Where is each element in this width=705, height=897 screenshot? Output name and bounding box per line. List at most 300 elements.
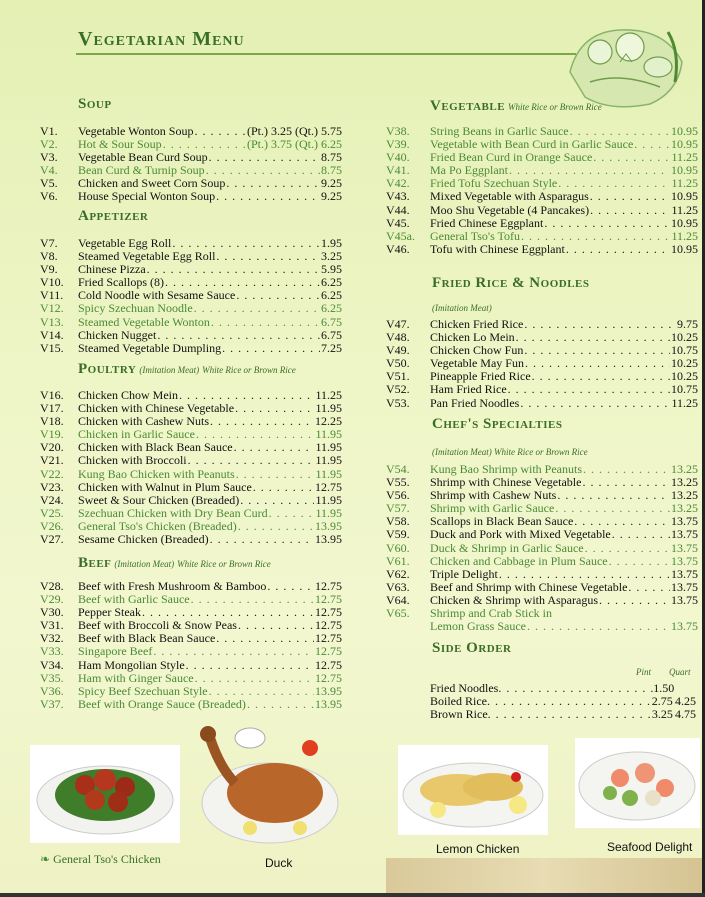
leader-dots xyxy=(590,190,670,203)
vegetable-list xyxy=(386,125,698,256)
item-name: Chicken with Walnut in Plum Sauce xyxy=(78,479,252,494)
leader-dots xyxy=(216,250,320,263)
leader-dots xyxy=(157,329,320,342)
leader-dots xyxy=(194,125,246,138)
item-code: V37. xyxy=(40,696,64,711)
leader-dots xyxy=(240,494,314,507)
side-order-row: Boiled Rice . . . 2.75 4.25 xyxy=(430,695,696,708)
item-name: Vegetable Egg Roll xyxy=(78,236,172,250)
item-name: Vegetable Bean Curd Soup xyxy=(78,150,208,165)
item-name: Ma Po Eggplant xyxy=(430,163,508,178)
menu-item-poultry xyxy=(40,507,342,520)
item-name: Shrimp with Cashew Nuts xyxy=(430,488,557,503)
item-code: V64. xyxy=(386,592,410,607)
menu-item-vegetable xyxy=(386,230,698,243)
item-code: V30. xyxy=(40,605,64,620)
item-name: Chinese Pizza xyxy=(78,262,146,277)
item-name: Hot & Sour Soup xyxy=(78,137,162,152)
item-code: V12. xyxy=(40,301,64,316)
item-name: Shrimp with Garlic Sauce xyxy=(430,501,555,516)
leader-dots xyxy=(583,463,670,476)
item-code: V7. xyxy=(40,236,58,250)
item-price: 12.75 xyxy=(315,670,342,685)
item-price: 10.95 xyxy=(671,189,698,204)
item-code: V18. xyxy=(40,414,64,429)
item-code: V46. xyxy=(386,241,410,256)
item-price: 11.95 xyxy=(315,440,342,455)
menu-item-poultry xyxy=(40,454,342,467)
item-name: Singapore Beef xyxy=(78,644,153,659)
item-name: Chicken & Shrimp with Asparagus xyxy=(430,592,598,607)
item-price: 10.25 xyxy=(671,369,698,384)
item-code: V34. xyxy=(40,657,64,672)
item-name: Ham with Ginger Sauce xyxy=(78,670,194,685)
item-price: 12.75 xyxy=(315,657,342,672)
beef-imitation-note: (Imitation Meat) xyxy=(114,559,175,569)
item-price: 7.25 xyxy=(321,340,342,355)
item-price: 1.95 xyxy=(321,236,342,250)
leader-dots xyxy=(226,177,320,190)
item-code: V13. xyxy=(40,314,64,329)
leader-dots xyxy=(521,230,670,243)
item-price: 8.75 xyxy=(321,150,342,165)
item-name: House Special Wonton Soup xyxy=(78,189,216,204)
item-price: 11.25 xyxy=(671,150,698,165)
menu-item-chef xyxy=(386,528,698,541)
item-name: Beef and Shrimp with Chinese Vegetable xyxy=(430,579,628,594)
menu-item-chef xyxy=(386,555,698,568)
menu-item-chef xyxy=(386,620,698,633)
duck-caption: Duck xyxy=(265,856,293,870)
item-code: V44. xyxy=(386,202,410,217)
seafood-delight-photo xyxy=(575,738,700,828)
item-code: V21. xyxy=(40,453,64,468)
item-price: 11.95 xyxy=(315,453,342,468)
leader-dots xyxy=(267,580,314,593)
general-tso-caption: ❧ General Tso's Chicken xyxy=(40,852,161,866)
leader-dots xyxy=(195,672,314,685)
bottom-texture-strip xyxy=(386,858,702,893)
leader-dots xyxy=(509,164,670,177)
item-name: Chicken and Sweet Corn Soup xyxy=(78,176,226,191)
item-name: Bean Curd & Turnip Soup xyxy=(78,163,205,178)
item-name: Vegetable with Bean Curd in Garlic Sauce xyxy=(430,137,634,152)
item-price: 9.75 xyxy=(677,317,698,331)
item-price: 13.75 xyxy=(671,553,698,568)
menu-item-appetizer xyxy=(40,342,342,355)
item-code: V45. xyxy=(386,215,410,230)
item-price: 8.75 xyxy=(321,163,342,178)
item-price: 11.95 xyxy=(315,401,342,416)
leader-dots xyxy=(524,318,676,331)
item-price: 6.25 xyxy=(321,275,342,290)
leader-dots xyxy=(574,515,670,528)
leader-dots xyxy=(142,606,314,619)
item-name: Duck & Shrimp in Garlic Sauce xyxy=(430,540,584,555)
item-code: V51. xyxy=(386,369,410,384)
item-price: 12.75 xyxy=(315,579,342,593)
item-price: 10.75 xyxy=(671,382,698,397)
menu-item-vegetable xyxy=(386,243,698,256)
item-code: V36. xyxy=(40,683,64,698)
item-name: General Tso's Tofu xyxy=(430,228,521,243)
leader-dots xyxy=(269,507,315,520)
item-code: V58. xyxy=(386,514,410,529)
item-name: Vegetable May Fun xyxy=(430,356,524,371)
item-code: V10. xyxy=(40,275,64,290)
item-code: V57. xyxy=(386,501,410,516)
item-code: V17. xyxy=(40,401,64,416)
item-name: Chicken and Cabbage in Plum Sauce xyxy=(430,553,608,568)
item-name: Chicken with Chinese Vegetable xyxy=(78,401,235,416)
item-name: Fried Chinese Eggplant xyxy=(430,215,544,230)
leader-dots xyxy=(222,342,320,355)
item-price: 11.25 xyxy=(671,395,698,410)
item-price: 10.75 xyxy=(671,343,698,358)
item-code: V20. xyxy=(40,440,64,455)
side-order-row: Brown Rice . . . 3.25 4.75 xyxy=(430,708,696,721)
item-price: 12.75 xyxy=(315,644,342,659)
item-code: V8. xyxy=(40,249,58,264)
leader-dots xyxy=(555,502,670,515)
item-name: String Beans in Garlic Sauce xyxy=(430,124,569,138)
item-price: 10.95 xyxy=(671,137,698,152)
leader-dots xyxy=(525,357,670,370)
leader-dots xyxy=(570,125,670,138)
leader-dots xyxy=(210,415,314,428)
leader-dots xyxy=(216,632,314,645)
fried-rice-list xyxy=(386,318,698,410)
item-code: V2. xyxy=(40,137,58,152)
leader-dots xyxy=(236,289,320,302)
beef-rice-note: White Rice or Brown Rice xyxy=(177,559,271,569)
lemon-chicken-photo xyxy=(398,745,548,835)
chef-heading: Chef's Specialties xyxy=(432,416,563,432)
general-tso-chicken-photo xyxy=(30,745,180,843)
item-price: 10.95 xyxy=(671,215,698,230)
item-name: Steamed Vegetable Egg Roll xyxy=(78,249,216,264)
item-code: V63. xyxy=(386,579,410,594)
title-underline xyxy=(76,53,576,55)
item-code: V26. xyxy=(40,518,64,533)
item-price: 13.75 xyxy=(671,579,698,594)
item-code: V16. xyxy=(40,388,64,402)
leader-dots xyxy=(210,533,314,546)
item-price: 12.75 xyxy=(315,618,342,633)
menu-item-fried_rice xyxy=(386,383,698,396)
poultry-imitation-note: (Imitation Meat) xyxy=(139,365,200,375)
item-name: Beef with Fresh Mushroom & Bamboo xyxy=(78,579,267,593)
menu-item-vegetable xyxy=(386,204,698,217)
leader-dots xyxy=(253,481,314,494)
item-price: 11.25 xyxy=(671,176,698,191)
leader-dots xyxy=(628,581,670,594)
item-price: 6.25 xyxy=(321,301,342,316)
item-name: Beef with Orange Sauce (Breaded) xyxy=(78,696,246,711)
leader-dots xyxy=(186,659,314,672)
item-name: Vegetable Wonton Soup xyxy=(78,124,194,138)
leader-dots xyxy=(508,383,670,396)
item-code: V4. xyxy=(40,163,58,178)
item-price: 13.75 xyxy=(671,527,698,542)
menu-item-chef xyxy=(386,568,698,581)
item-code: V47. xyxy=(386,317,410,331)
soup-list xyxy=(40,125,342,204)
item-name: Sweet & Sour Chicken (Breaded) xyxy=(78,492,240,507)
item-name: Chicken Nugget xyxy=(78,327,157,342)
menu-item-appetizer xyxy=(40,302,342,315)
side-order-heading: Side Order xyxy=(432,640,512,656)
page-bottom-edge xyxy=(0,893,705,897)
item-name: Chicken Lo Mein xyxy=(430,330,515,345)
side-order-row: Fried Noodles . . . 1.50 xyxy=(430,682,696,695)
leader-dots xyxy=(172,237,320,250)
menu-item-beef xyxy=(40,659,342,672)
item-name: Chicken Chow Fun xyxy=(430,343,524,358)
menu-item-poultry xyxy=(40,533,342,546)
item-name: Shrimp with Chinese Vegetable xyxy=(430,475,582,490)
item-code: V28. xyxy=(40,579,64,593)
leader-dots xyxy=(516,331,670,344)
item-price: 13.25 xyxy=(671,475,698,490)
quart-label: Quart xyxy=(669,667,691,677)
item-code: V54. xyxy=(386,462,410,476)
menu-item-beef xyxy=(40,645,342,658)
leader-dots xyxy=(236,468,315,481)
soup-heading: Soup xyxy=(78,96,112,112)
item-price: 10.25 xyxy=(671,330,698,345)
item-price: 6.75 xyxy=(321,327,342,342)
item-name: Steamed Vegetable Wonton xyxy=(78,314,210,329)
item-price: 11.95 xyxy=(315,505,342,520)
item-code: V3. xyxy=(40,150,58,165)
fried-rice-note: (Imitation Meat) xyxy=(432,303,492,313)
item-price: 10.95 xyxy=(671,241,698,256)
item-price: 5.95 xyxy=(321,262,342,277)
leader-dots xyxy=(566,243,670,256)
leader-dots xyxy=(188,454,315,467)
chef-list xyxy=(386,463,698,633)
item-code: V14. xyxy=(40,327,64,342)
leader-dots xyxy=(216,190,320,203)
seafood-delight-caption: Seafood Delight xyxy=(607,840,693,854)
menu-item-poultry xyxy=(40,468,342,481)
item-price: 10.95 xyxy=(671,163,698,178)
menu-item-poultry xyxy=(40,481,342,494)
item-code: V48. xyxy=(386,330,410,345)
item-code: V19. xyxy=(40,427,64,442)
item-name: Scallops in Black Bean Sauce xyxy=(430,514,574,529)
item-code: V43. xyxy=(386,189,410,204)
item-code: V49. xyxy=(386,343,410,358)
item-price: 12.75 xyxy=(315,592,342,607)
item-price: 13.95 xyxy=(315,518,342,533)
item-price: 13.75 xyxy=(671,514,698,529)
item-price: 3.25 xyxy=(321,249,342,264)
item-name: Pepper Steak xyxy=(78,605,141,620)
item-code: V33. xyxy=(40,644,64,659)
item-code: V23. xyxy=(40,479,64,494)
item-code: V31. xyxy=(40,618,64,633)
duck-photo xyxy=(190,718,340,853)
item-code: V38. xyxy=(386,124,410,138)
item-name: Szechuan Chicken with Dry Bean Curd xyxy=(78,505,268,520)
item-code: V60. xyxy=(386,540,410,555)
item-price: 12.75 xyxy=(315,605,342,620)
item-price: 13.25 xyxy=(671,462,698,476)
side-order-size-labels xyxy=(636,667,705,677)
leader-dots xyxy=(196,428,314,441)
item-code: V11. xyxy=(40,288,64,303)
item-code: V25. xyxy=(40,505,64,520)
item-name: Tofu with Chinese Eggplant xyxy=(430,241,565,256)
item-code: V65. xyxy=(386,606,410,621)
page-title: Vegetarian Menu xyxy=(78,28,245,50)
item-code: V53. xyxy=(386,395,410,410)
item-code: V40. xyxy=(386,150,410,165)
item-name: Pan Fried Noodles xyxy=(430,395,520,410)
menu-item-fried_rice xyxy=(386,397,698,410)
item-price: 9.25 xyxy=(321,176,342,191)
item-name: Fried Bean Curd in Orange Sauce xyxy=(430,150,593,165)
item-code: V22. xyxy=(40,466,64,481)
item-code: V5. xyxy=(40,176,58,191)
leader-dots xyxy=(609,555,670,568)
item-name: Moo Shu Vegetable (4 Pancakes) xyxy=(430,202,590,217)
leader-dots xyxy=(209,685,314,698)
leader-dots xyxy=(153,645,314,658)
menu-item-beef xyxy=(40,698,342,711)
beef-list xyxy=(40,580,342,711)
leader-dots xyxy=(191,593,314,606)
item-name: Chicken Chow Mein xyxy=(78,388,178,402)
item-name: Kung Bao Shrimp with Peanuts xyxy=(430,462,582,476)
item-name: Chicken Fried Rice xyxy=(430,317,524,331)
leader-dots xyxy=(582,476,670,489)
item-code: V42. xyxy=(386,176,410,191)
appetizer-list xyxy=(40,237,342,355)
item-price: 13.95 xyxy=(315,696,342,711)
poultry-heading: Poultry (Imitation Meat) White Rice or Brown Rice xyxy=(78,361,296,377)
leader-dots xyxy=(165,276,320,289)
item-price: 11.95 xyxy=(315,427,342,442)
item-name: Spicy Szechuan Noodle xyxy=(78,301,193,316)
menu-item-poultry xyxy=(40,494,342,507)
item-code: V62. xyxy=(386,566,410,581)
leader-dots xyxy=(238,520,314,533)
item-name: Ham Fried Rice xyxy=(430,382,507,397)
item-price: 12.75 xyxy=(315,631,342,646)
menu-item-vegetable xyxy=(386,217,698,230)
leader-dots xyxy=(209,151,320,164)
item-price: 13.25 xyxy=(671,488,698,503)
item-price: (Pt.) 3.75 (Qt.) 6.25 xyxy=(247,137,342,152)
item-price: 12.25 xyxy=(315,414,342,429)
menu-title-block xyxy=(78,28,245,51)
item-name: Steamed Vegetable Dumpling xyxy=(78,340,222,355)
leader-dots xyxy=(206,164,320,177)
appetizer-heading: Appetizer xyxy=(78,208,149,224)
item-name: General Tso's Chicken (Breaded) xyxy=(78,518,237,533)
leader-dots xyxy=(235,402,314,415)
item-code: V9. xyxy=(40,262,58,277)
item-code: V32. xyxy=(40,631,64,646)
item-code: V6. xyxy=(40,189,58,204)
item-name: Lemon Grass Sauce xyxy=(430,619,526,634)
leader-dots xyxy=(247,698,314,711)
item-code: V61. xyxy=(386,553,410,568)
item-name: Ham Mongolian Style xyxy=(78,657,185,672)
item-price: 11.25 xyxy=(671,202,698,217)
menu-item-soup xyxy=(40,190,342,203)
item-price: 6.25 xyxy=(321,288,342,303)
item-name: Chicken in Garlic Sauce xyxy=(78,427,195,442)
menu-item-chef xyxy=(386,581,698,594)
item-name: Mixed Vegetable with Asparagus xyxy=(430,189,589,204)
menu-item-appetizer xyxy=(40,316,342,329)
item-code: V39. xyxy=(386,137,410,152)
item-code: V56. xyxy=(386,488,410,503)
item-code: V35. xyxy=(40,670,64,685)
leader-dots xyxy=(520,397,670,410)
item-code: V15. xyxy=(40,340,64,355)
lemon-chicken-caption: Lemon Chicken xyxy=(436,842,520,856)
item-name: Fried Scallops (8) xyxy=(78,275,164,290)
item-price: 13.25 xyxy=(671,501,698,516)
leader-dots xyxy=(558,177,670,190)
item-name: Cold Noodle with Sesame Sauce xyxy=(78,288,236,303)
poultry-list xyxy=(40,389,342,546)
item-price: 12.75 xyxy=(315,479,342,494)
item-price: 13.75 xyxy=(671,592,698,607)
item-name: Sesame Chicken (Breaded) xyxy=(78,532,209,547)
item-code: V27. xyxy=(40,532,64,547)
fried-rice-heading: Fried Rice & Noodles xyxy=(432,275,590,291)
pint-label: Pint xyxy=(636,667,651,677)
leader-dots xyxy=(163,138,246,151)
item-code: V1. xyxy=(40,124,58,138)
leader-dots xyxy=(234,441,315,454)
item-price: 13.75 xyxy=(671,540,698,555)
leader-dots xyxy=(527,620,670,633)
leader-dots xyxy=(147,263,320,276)
item-name: Chicken with Broccoli xyxy=(78,453,187,468)
item-price: 11.95 xyxy=(315,466,342,481)
vegetable-basket-illustration xyxy=(560,12,688,112)
leader-dots xyxy=(238,619,314,632)
leader-dots xyxy=(599,594,670,607)
item-name: Beef with Black Bean Sauce xyxy=(78,631,216,646)
leader-dots xyxy=(634,138,670,151)
item-name: Fried Tofu Szechuan Style xyxy=(430,176,558,191)
leader-dots xyxy=(590,204,670,217)
menu-item-vegetable xyxy=(386,190,698,203)
item-price: 9.25 xyxy=(321,189,342,204)
menu-item-beef xyxy=(40,672,342,685)
chef-note: (Imitation Meat) White Rice or Brown Rice xyxy=(432,447,588,457)
side-order-list xyxy=(430,682,696,722)
item-price: 10.95 xyxy=(671,124,698,138)
item-name: Kung Bao Chicken with Peanuts xyxy=(78,466,235,481)
item-code: V29. xyxy=(40,592,64,607)
leader-dots xyxy=(499,568,670,581)
leader-dots xyxy=(593,151,670,164)
item-name: Pineapple Fried Rice xyxy=(430,369,531,384)
item-price: 6.75 xyxy=(321,314,342,329)
item-price: 11.25 xyxy=(315,388,342,402)
item-price: 13.75 xyxy=(671,619,698,634)
leader-dots xyxy=(612,528,670,541)
